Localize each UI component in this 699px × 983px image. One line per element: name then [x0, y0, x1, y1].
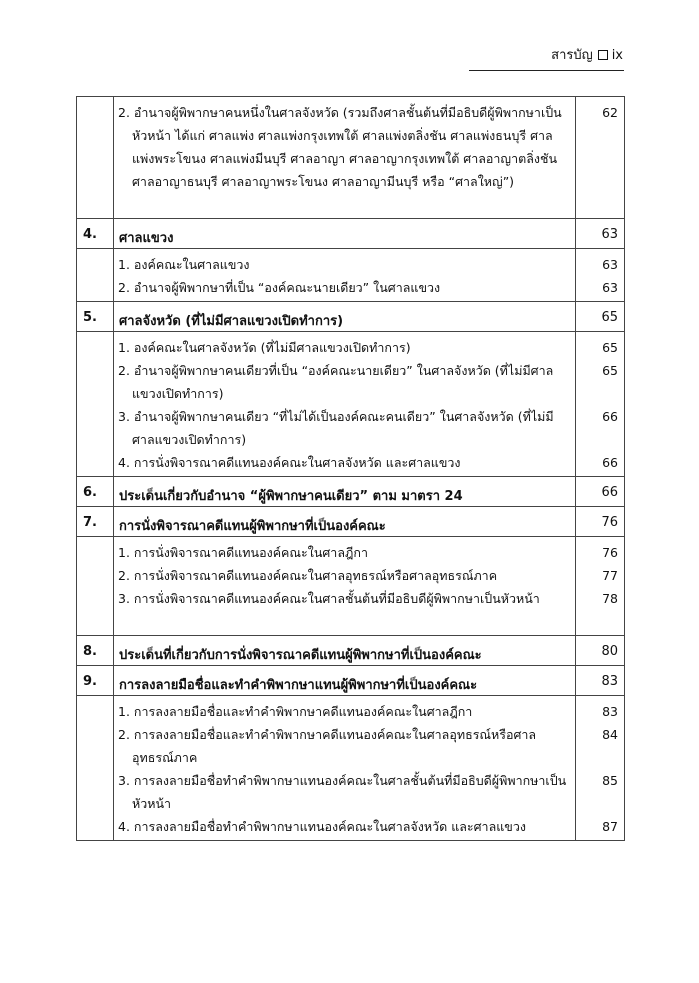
toc-section-title: ศาลจังหวัด (ที่ไม่มีศาลแขวงเปิดทำการ) [114, 302, 576, 332]
square-outline-icon [598, 50, 608, 60]
toc-items-cell [114, 696, 576, 841]
toc-items-row [77, 249, 625, 302]
toc-section-row [77, 507, 625, 537]
toc-item: 3. การนั่งพิจารณาคดีแทนองค์คณะในศาลชั้นต้นที่มีอธิบดีผู้พิพากษาเป็นหัวหน้า [118, 591, 540, 606]
toc-section-row [77, 636, 625, 666]
toc-item-page: 83 [602, 704, 618, 719]
toc-item-page: 65 [602, 363, 618, 378]
toc-items-number-cell [77, 537, 114, 636]
toc-items-page-cell [576, 249, 625, 302]
toc-section-number: 6. [77, 477, 114, 507]
toc-section-page: 76 [576, 507, 625, 537]
toc-item-page: 62 [602, 105, 618, 120]
toc-section-number: 4. [77, 219, 114, 249]
toc-item-page: 66 [602, 455, 618, 470]
toc-items-number-cell [77, 332, 114, 477]
toc-section-row [77, 666, 625, 696]
toc-item: 2. อำนาจผู้พิพากษาคนหนึ่งในศาลจังหวัด (รวมถึงศาลชั้นต้นที่มีอธิบดีผู้พิพากษาเป็นหัวหน้า ได้แก่ ศาลแพ่ง ศาลแพ่งกรุงเทพใต้ ศาลแพ่งตลิ่งชัน ศาลแพ่งธนบุรี ศาลแพ่งพระโขนง ศาลแพ่งมีนบุรี ศาลอาญา ศาลอาญากรุงเทพใต้ ศาลอาญาตลิ่งชัน ศาลอาญาธนบุรี ศาลอาญาพระโขนง ศาลอาญามีนบุรี หรือ “ศาลใหญ่”) [118, 105, 562, 189]
toc-item-page: 78 [602, 591, 618, 606]
toc-item-page: 63 [602, 280, 618, 295]
toc-items-cell [114, 97, 576, 219]
toc-section-title: การนั่งพิจารณาคดีแทนผู้พิพากษาที่เป็นองค์คณะ [114, 507, 576, 537]
toc-item-page: 77 [602, 568, 618, 583]
toc-section-title: ประเด็นที่เกี่ยวกับการนั่งพิจารณาคดีแทนผู้พิพากษาที่เป็นองค์คณะ [114, 636, 576, 666]
header-page-number: ix [611, 48, 623, 63]
toc-item-page: 63 [602, 257, 618, 272]
toc-items-page-cell [576, 537, 625, 636]
toc-item: 1. การลงลายมือชื่อและทำคำพิพากษาคดีแทนองค์คณะในศาลฎีกา [118, 704, 473, 719]
toc-items-page-cell [576, 332, 625, 477]
toc-item-page: 84 [602, 727, 618, 742]
toc-items-page-cell [576, 696, 625, 841]
toc-item-page: 65 [602, 340, 618, 355]
toc-section-number: 5. [77, 302, 114, 332]
toc-item: 1. การนั่งพิจารณาคดีแทนองค์คณะในศาลฎีกา [118, 545, 368, 560]
toc-item-page: 87 [602, 819, 618, 834]
toc-section-title: ศาลแขวง [114, 219, 576, 249]
toc-item: 3. อำนาจผู้พิพากษาคนเดียว “ที่ไม่ได้เป็นองค์คณะคนเดียว” ในศาลจังหวัด (ที่ไม่มีศาลแขวงเปิดทำการ) [118, 409, 554, 447]
toc-section-page: 65 [576, 302, 625, 332]
page-header [551, 46, 623, 66]
toc-item-page: 85 [602, 773, 618, 788]
toc-item-page: 66 [602, 409, 618, 424]
toc-section-page: 83 [576, 666, 625, 696]
toc-table [76, 96, 625, 841]
toc-item: 2. อำนาจผู้พิพากษาคนเดียวที่เป็น “องค์คณะนายเดียว” ในศาลจังหวัด (ที่ไม่มีศาลแขวงเปิดทำการ) [118, 363, 554, 401]
toc-section-row [77, 302, 625, 332]
toc-items-row [77, 332, 625, 477]
toc-item: 2. อำนาจผู้พิพากษาที่เป็น “องค์คณะนายเดียว” ในศาลแขวง [118, 280, 441, 295]
toc-items-number-cell [77, 696, 114, 841]
toc-section-page: 63 [576, 219, 625, 249]
toc-section-row [77, 477, 625, 507]
toc-items-cell [114, 537, 576, 636]
toc-items-number-cell [77, 97, 114, 219]
toc-section-page: 80 [576, 636, 625, 666]
toc-items-cell [114, 249, 576, 302]
toc-section-page: 66 [576, 477, 625, 507]
toc-item: 2. การลงลายมือชื่อและทำคำพิพากษาคดีแทนองค์คณะในศาลอุทธรณ์หรือศาลอุทธรณ์ภาค [118, 727, 537, 765]
toc-items-row [77, 97, 625, 219]
toc-item: 4. การนั่งพิจารณาคดีแทนองค์คณะในศาลจังหวัด และศาลแขวง [118, 455, 461, 470]
toc-items-cell [114, 332, 576, 477]
toc-item: 4. การลงลายมือชื่อทำคำพิพากษาแทนองค์คณะในศาลจังหวัด และศาลแขวง [118, 819, 526, 834]
toc-items-row [77, 696, 625, 841]
toc-item: 1. องค์คณะในศาลแขวง [118, 257, 250, 272]
toc-items-row [77, 537, 625, 636]
header-rule [469, 70, 624, 71]
toc-item: 3. การลงลายมือชื่อทำคำพิพากษาแทนองค์คณะในศาลชั้นต้นที่มีอธิบดีผู้พิพากษาเป็นหัวหน้า [118, 773, 567, 811]
toc-items-number-cell [77, 249, 114, 302]
toc-section-number: 7. [77, 507, 114, 537]
toc-section-row [77, 219, 625, 249]
toc-section-title: ประเด็นเกี่ยวกับอำนาจ “ผู้พิพากษาคนเดียว” ตาม มาตรา 24 [114, 477, 576, 507]
header-title: สารบัญ [551, 48, 593, 63]
toc-item: 2. การนั่งพิจารณาคดีแทนองค์คณะในศาลอุทธรณ์หรือศาลอุทธรณ์ภาค [118, 568, 498, 583]
toc-items-page-cell [576, 97, 625, 219]
toc-item-page: 76 [602, 545, 618, 560]
toc-section-number: 8. [77, 636, 114, 666]
toc-section-title: การลงลายมือชื่อและทำคำพิพากษาแทนผู้พิพากษาที่เป็นองค์คณะ [114, 666, 576, 696]
toc-section-number: 9. [77, 666, 114, 696]
toc-item: 1. องค์คณะในศาลจังหวัด (ที่ไม่มีศาลแขวงเปิดทำการ) [118, 340, 411, 355]
